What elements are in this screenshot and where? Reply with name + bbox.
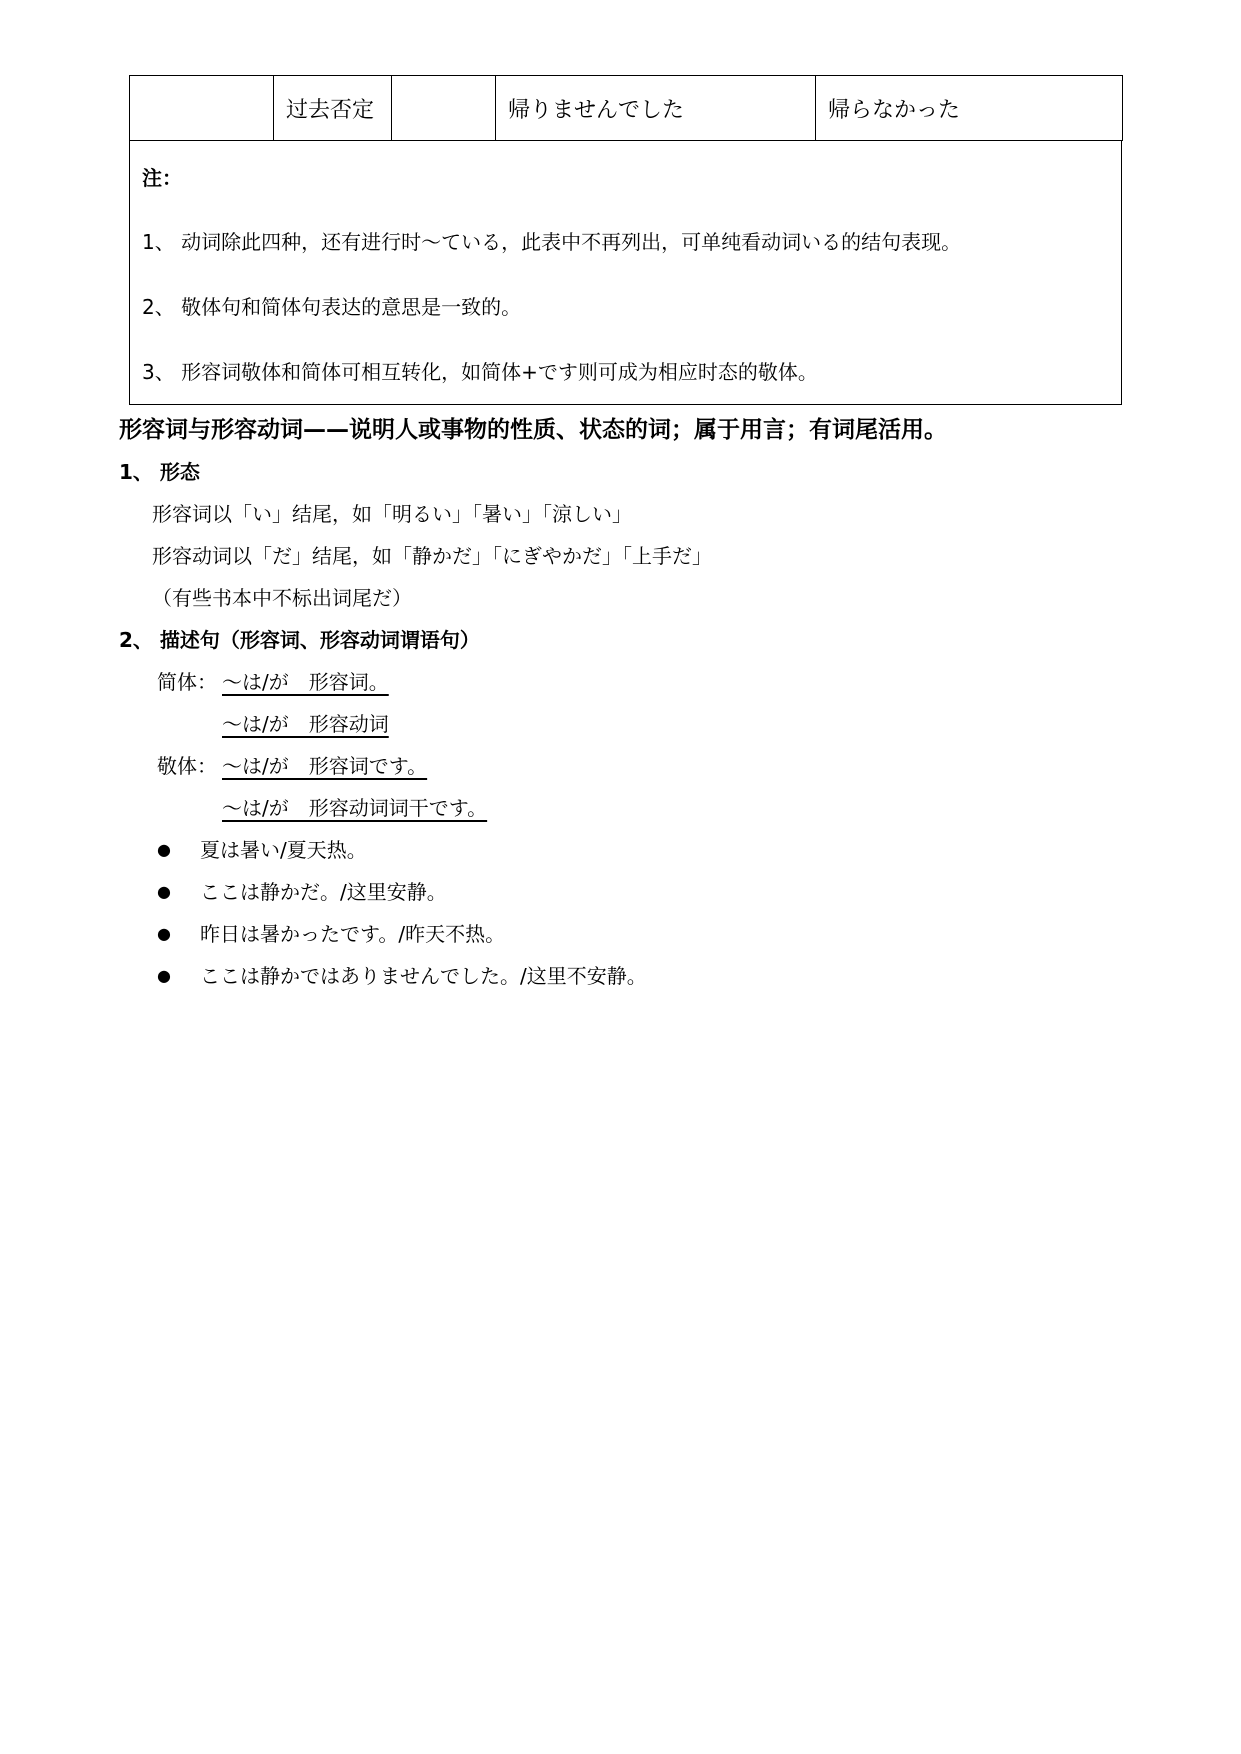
section-title: 2、 描述句（形容词、形容动词谓语句） [119,628,480,652]
example-line: 夏は暑い/夏天热。 [200,838,367,862]
pattern-line: 〜は/が 形容词です。 [222,754,428,778]
pattern-line: 〜は/が 形容动词 [222,712,389,736]
table-cell: 帰りませんでした [496,76,816,141]
conjugation-table-fragment [129,75,1123,141]
bullet-icon: ● [157,882,171,901]
note-item: 1、 动词除此四种，还有进行时〜ている，此表中不再列出，可单纯看动词いる的结句表现。 [142,230,962,254]
pattern-line: 〜は/が 形容动词词干です。 [222,796,488,820]
bullet-icon: ● [157,966,171,985]
bullet-icon: ● [157,840,171,859]
notes-box [129,140,1122,405]
plain-form-label: 简体： [157,670,217,694]
pattern-line: 〜は/が 形容词。 [222,670,389,694]
example-line: ここは静かではありませんでした。/这里不安静。 [200,964,647,988]
section-title: 1、 形态 [119,460,200,484]
note-item: 2、 敬体句和简体句表达的意思是一致的。 [142,295,522,319]
polite-form-label: 敬体： [157,754,217,778]
note-item: 3、 形容词敬体和简体可相互转化，如简体+です则可成为相应时态的敬体。 [142,360,818,384]
section-heading: 形容词与形容动词——说明人或事物的性质、状态的词；属于用言；有词尾活用。 [119,417,947,443]
table-row [130,76,1123,141]
bullet-icon: ● [157,924,171,943]
body-line: 形容动词以「だ」结尾，如「静かだ」「にぎやかだ」「上手だ」 [152,544,712,568]
body-line: （有些书本中不标出词尾だ） [152,586,412,610]
table-cell [392,76,496,141]
table-cell: 过去否定 [274,76,392,141]
body-line: 形容词以「い」结尾，如「明るい」「暑い」「涼しい」 [152,502,632,526]
notes-title: 注： [142,166,182,190]
table-cell: 帰らなかった [816,76,1123,141]
example-line: 昨日は暑かったです。/昨天不热。 [200,922,506,946]
example-line: ここは静かだ。/这里安静。 [200,880,447,904]
table-cell [130,76,274,141]
